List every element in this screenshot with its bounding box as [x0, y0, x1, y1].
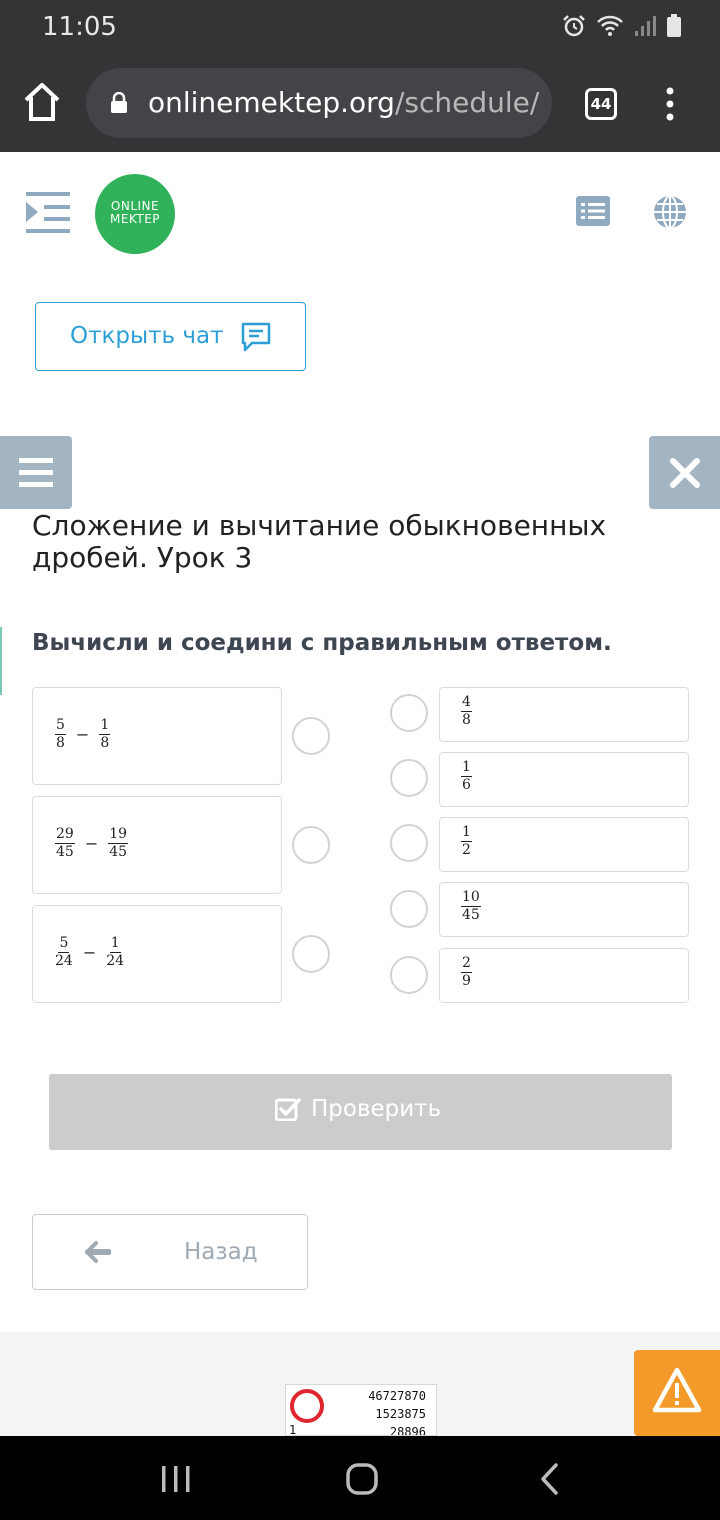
red-ring-mark	[290, 1389, 324, 1423]
more-menu-icon[interactable]	[660, 86, 680, 122]
fraction-expression: $\frac{5}{8}$ − $\frac{1}{8}$	[56, 717, 110, 751]
home-nav-icon[interactable]	[345, 1462, 379, 1496]
fraction-expression: $\frac{5}{24}$ − $\frac{1}{24}$	[55, 935, 125, 969]
recent-apps-icon[interactable]	[160, 1464, 192, 1494]
answer-item[interactable]	[439, 752, 689, 807]
system-nav-bar	[0, 1436, 720, 1520]
alarm-icon	[562, 14, 586, 38]
site-header	[0, 152, 720, 272]
battery-icon	[666, 14, 682, 38]
wifi-icon	[596, 14, 624, 38]
right-connector-radio[interactable]	[390, 890, 428, 928]
open-chat-button[interactable]	[35, 302, 306, 371]
url-text: onlinemektep.org/schedule/	[148, 86, 540, 119]
task-accent-line	[0, 627, 2, 695]
right-connector-radio[interactable]	[390, 694, 428, 732]
back-nav-icon[interactable]	[538, 1462, 562, 1496]
left-item[interactable]	[32, 905, 282, 1003]
answer-item[interactable]	[439, 687, 689, 742]
open-chat-label: Открыть чат	[70, 323, 224, 349]
checkbox-check-icon	[275, 1097, 301, 1121]
footer-image	[285, 1384, 437, 1436]
left-item[interactable]	[32, 687, 282, 785]
back-button[interactable]	[32, 1214, 308, 1290]
fraction-expression: $\frac{29}{45}$ − $\frac{19}{45}$	[56, 826, 128, 860]
check-button-label: Проверить	[311, 1096, 442, 1122]
report-problem-button[interactable]	[634, 1350, 720, 1436]
left-connector-radio[interactable]	[292, 826, 330, 864]
logo-line1: ONLINE	[110, 199, 160, 213]
logo-line2: MEKTEP	[109, 212, 161, 226]
lock-icon	[110, 92, 128, 114]
side-menu-button[interactable]	[0, 436, 72, 509]
answer-fraction: $\frac{1}{2}$	[462, 824, 471, 858]
left-connector-radio[interactable]	[292, 935, 330, 973]
chat-icon	[240, 321, 272, 353]
close-icon	[649, 436, 720, 509]
globe-icon[interactable]	[652, 194, 688, 230]
arrow-left-icon	[85, 1241, 111, 1263]
left-item[interactable]	[32, 796, 282, 894]
side-close-button[interactable]	[649, 436, 720, 509]
right-connector-radio[interactable]	[390, 824, 428, 862]
check-button[interactable]	[49, 1074, 672, 1150]
list-icon[interactable]	[576, 196, 610, 226]
answer-fraction: $\frac{4}{8}$	[462, 694, 471, 728]
signal-icon	[634, 15, 656, 37]
footer-image-digit: 1	[289, 1423, 297, 1436]
warning-icon	[634, 1350, 720, 1436]
tab-count-button[interactable]: 44	[585, 88, 617, 120]
answer-item[interactable]	[439, 817, 689, 872]
status-bar	[0, 0, 720, 56]
lesson-title: Сложение и вычитание обыкновенных дробей. Урок 3	[32, 509, 607, 574]
answer-item[interactable]	[439, 948, 689, 1003]
status-icons	[562, 14, 682, 38]
left-connector-radio[interactable]	[292, 717, 330, 755]
onlinemektep-logo[interactable]	[95, 174, 175, 254]
url-bar[interactable]	[86, 68, 552, 138]
answer-fraction: $\frac{10}{45}$	[462, 889, 480, 923]
right-connector-radio[interactable]	[390, 956, 428, 994]
hamburger-icon	[0, 436, 72, 509]
footer-image-numbers: 46727870 1523875 28896	[368, 1389, 426, 1436]
task-instruction: Вычисли и соедини с правильным ответом.	[32, 630, 612, 656]
menu-indent-icon[interactable]	[26, 192, 72, 234]
answer-fraction: $\frac{2}{9}$	[462, 955, 471, 989]
right-connector-radio[interactable]	[390, 759, 428, 797]
browser-toolbar	[0, 56, 720, 152]
answer-item[interactable]	[439, 882, 689, 937]
answer-fraction: $\frac{1}{6}$	[462, 759, 471, 793]
back-button-label: Назад	[184, 1239, 258, 1265]
status-time: 11:05	[42, 12, 117, 42]
home-icon[interactable]	[22, 80, 62, 124]
